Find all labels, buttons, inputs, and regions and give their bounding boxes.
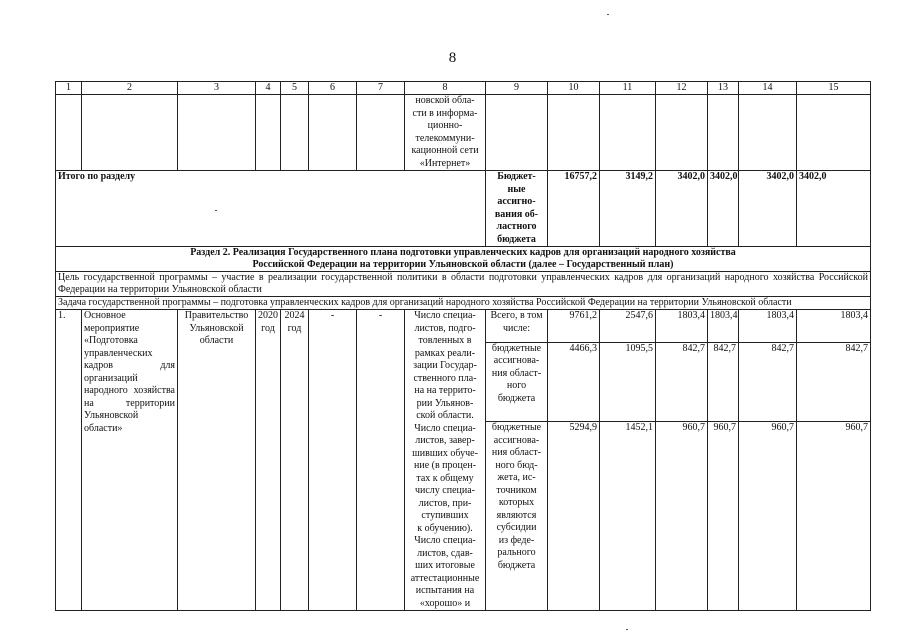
- col-number: 10: [548, 82, 600, 95]
- funding-value: 1095,5: [600, 342, 656, 421]
- funding-value: 1803,4: [797, 310, 871, 343]
- funding-value: 1803,4: [708, 310, 739, 343]
- funding-value: 5294,9: [548, 422, 600, 611]
- scan-speck: [626, 629, 628, 630]
- total-value: 3402,0: [656, 171, 708, 247]
- program-table: [55, 81, 871, 611]
- funding-value: 4466,3: [548, 342, 600, 421]
- col-number: 4: [256, 82, 281, 95]
- total-value: 3149,2: [600, 171, 656, 247]
- col-number: 5: [281, 82, 309, 95]
- funding-value: 842,7: [656, 342, 708, 421]
- program-task: Задача государственной программы – подготовка управленческих кадров для организаций народного хозяйства Российской Федерации на территории Ульяновской области: [56, 297, 871, 310]
- program-task-row: [56, 297, 871, 310]
- col-number: 14: [739, 82, 797, 95]
- col-number: 8: [405, 82, 486, 95]
- page-number: 8: [448, 50, 457, 66]
- funding-source: бюджетные ассигнова- ния област- ного бюд- жета, ис- точником которых являются субсидии из феде- рального бюджета: [486, 422, 548, 611]
- funding-value: 1803,4: [739, 310, 797, 343]
- program-goal: Цель государственной программы – участие в реализации государственной политики в области подготовки управленческих кадров для организаций народного хозяйства Российской Федерации на территории Ульяновской области: [56, 272, 871, 297]
- item-start-year: 2020 год: [256, 310, 281, 611]
- item-name: Основное мероприятие «Подготовка управленческих кадров для организаций народного хозяйства на территории Ульяновской области»: [82, 310, 178, 611]
- col-number: 1: [56, 82, 82, 95]
- col-number: 7: [357, 82, 405, 95]
- funding-value: 1452,1: [600, 422, 656, 611]
- item-end-year: 2024 год: [281, 310, 309, 611]
- total-value: 3402,0: [797, 171, 871, 247]
- funding-value: 842,7: [708, 342, 739, 421]
- program-goal-row: [56, 272, 871, 297]
- continuation-row: [56, 95, 871, 171]
- col-number: 13: [708, 82, 739, 95]
- item-indicator: Число специа- листов, подго- товленных в рамках реали- зации Государ- ственного пла- на на террито- рии Ульянов- ской области. Число специа- листов, завер- шивших обуче- ние (в процен- тах к общему числу специа- листов, при- ступивших к обучению). Число специа- листов, сдав- ших итоговые аттестационные испытания на «хорошо» и: [405, 310, 486, 611]
- funding-value: 960,7: [797, 422, 871, 611]
- item-row: [56, 310, 871, 343]
- funding-value: 842,7: [797, 342, 871, 421]
- funding-source: Всего, в том числе:: [486, 310, 548, 343]
- total-value: 16757,2: [548, 171, 600, 247]
- funding-value: 1803,4: [656, 310, 708, 343]
- item-col7: -: [357, 310, 405, 611]
- col-number: 12: [656, 82, 708, 95]
- scan-speck: [607, 14, 609, 15]
- column-number-row: [56, 82, 871, 95]
- continuation-indicator: новской обла- сти в информа- ционно- телекоммуни- кационной сети «Интернет»: [405, 95, 486, 171]
- funding-value: 2547,6: [600, 310, 656, 343]
- funding-source: бюджетные ассигнова- ния област- ного бюджета: [486, 342, 548, 421]
- scan-speck: [215, 210, 217, 211]
- item-executor: Правительство Ульяновской области: [178, 310, 256, 611]
- total-value: 3402,0: [739, 171, 797, 247]
- section-title-row: [56, 247, 871, 272]
- col-number: 6: [309, 82, 357, 95]
- funding-value: 960,7: [708, 422, 739, 611]
- funding-value: 842,7: [739, 342, 797, 421]
- col-number: 2: [82, 82, 178, 95]
- col-number: 3: [178, 82, 256, 95]
- col-number: 11: [600, 82, 656, 95]
- item-col6: -: [309, 310, 357, 611]
- section-total-row: [56, 171, 871, 247]
- item-number: 1.: [56, 310, 82, 611]
- section-total-label: Итого по разделу: [56, 171, 486, 247]
- total-value: 3402,0: [708, 171, 739, 247]
- funding-value: 9761,2: [548, 310, 600, 343]
- funding-value: 960,7: [656, 422, 708, 611]
- col-number: 15: [797, 82, 871, 95]
- section-title: Раздел 2. Реализация Государственного плана подготовки управленческих кадров для организаций народного хозяйства Российской Федерации на территории Ульяновской области (далее – Государственный план): [56, 247, 871, 272]
- col-number: 9: [486, 82, 548, 95]
- total-funding-source: Бюджет- ные ассигно- вания об- ластного бюджета: [486, 171, 548, 247]
- funding-value: 960,7: [739, 422, 797, 611]
